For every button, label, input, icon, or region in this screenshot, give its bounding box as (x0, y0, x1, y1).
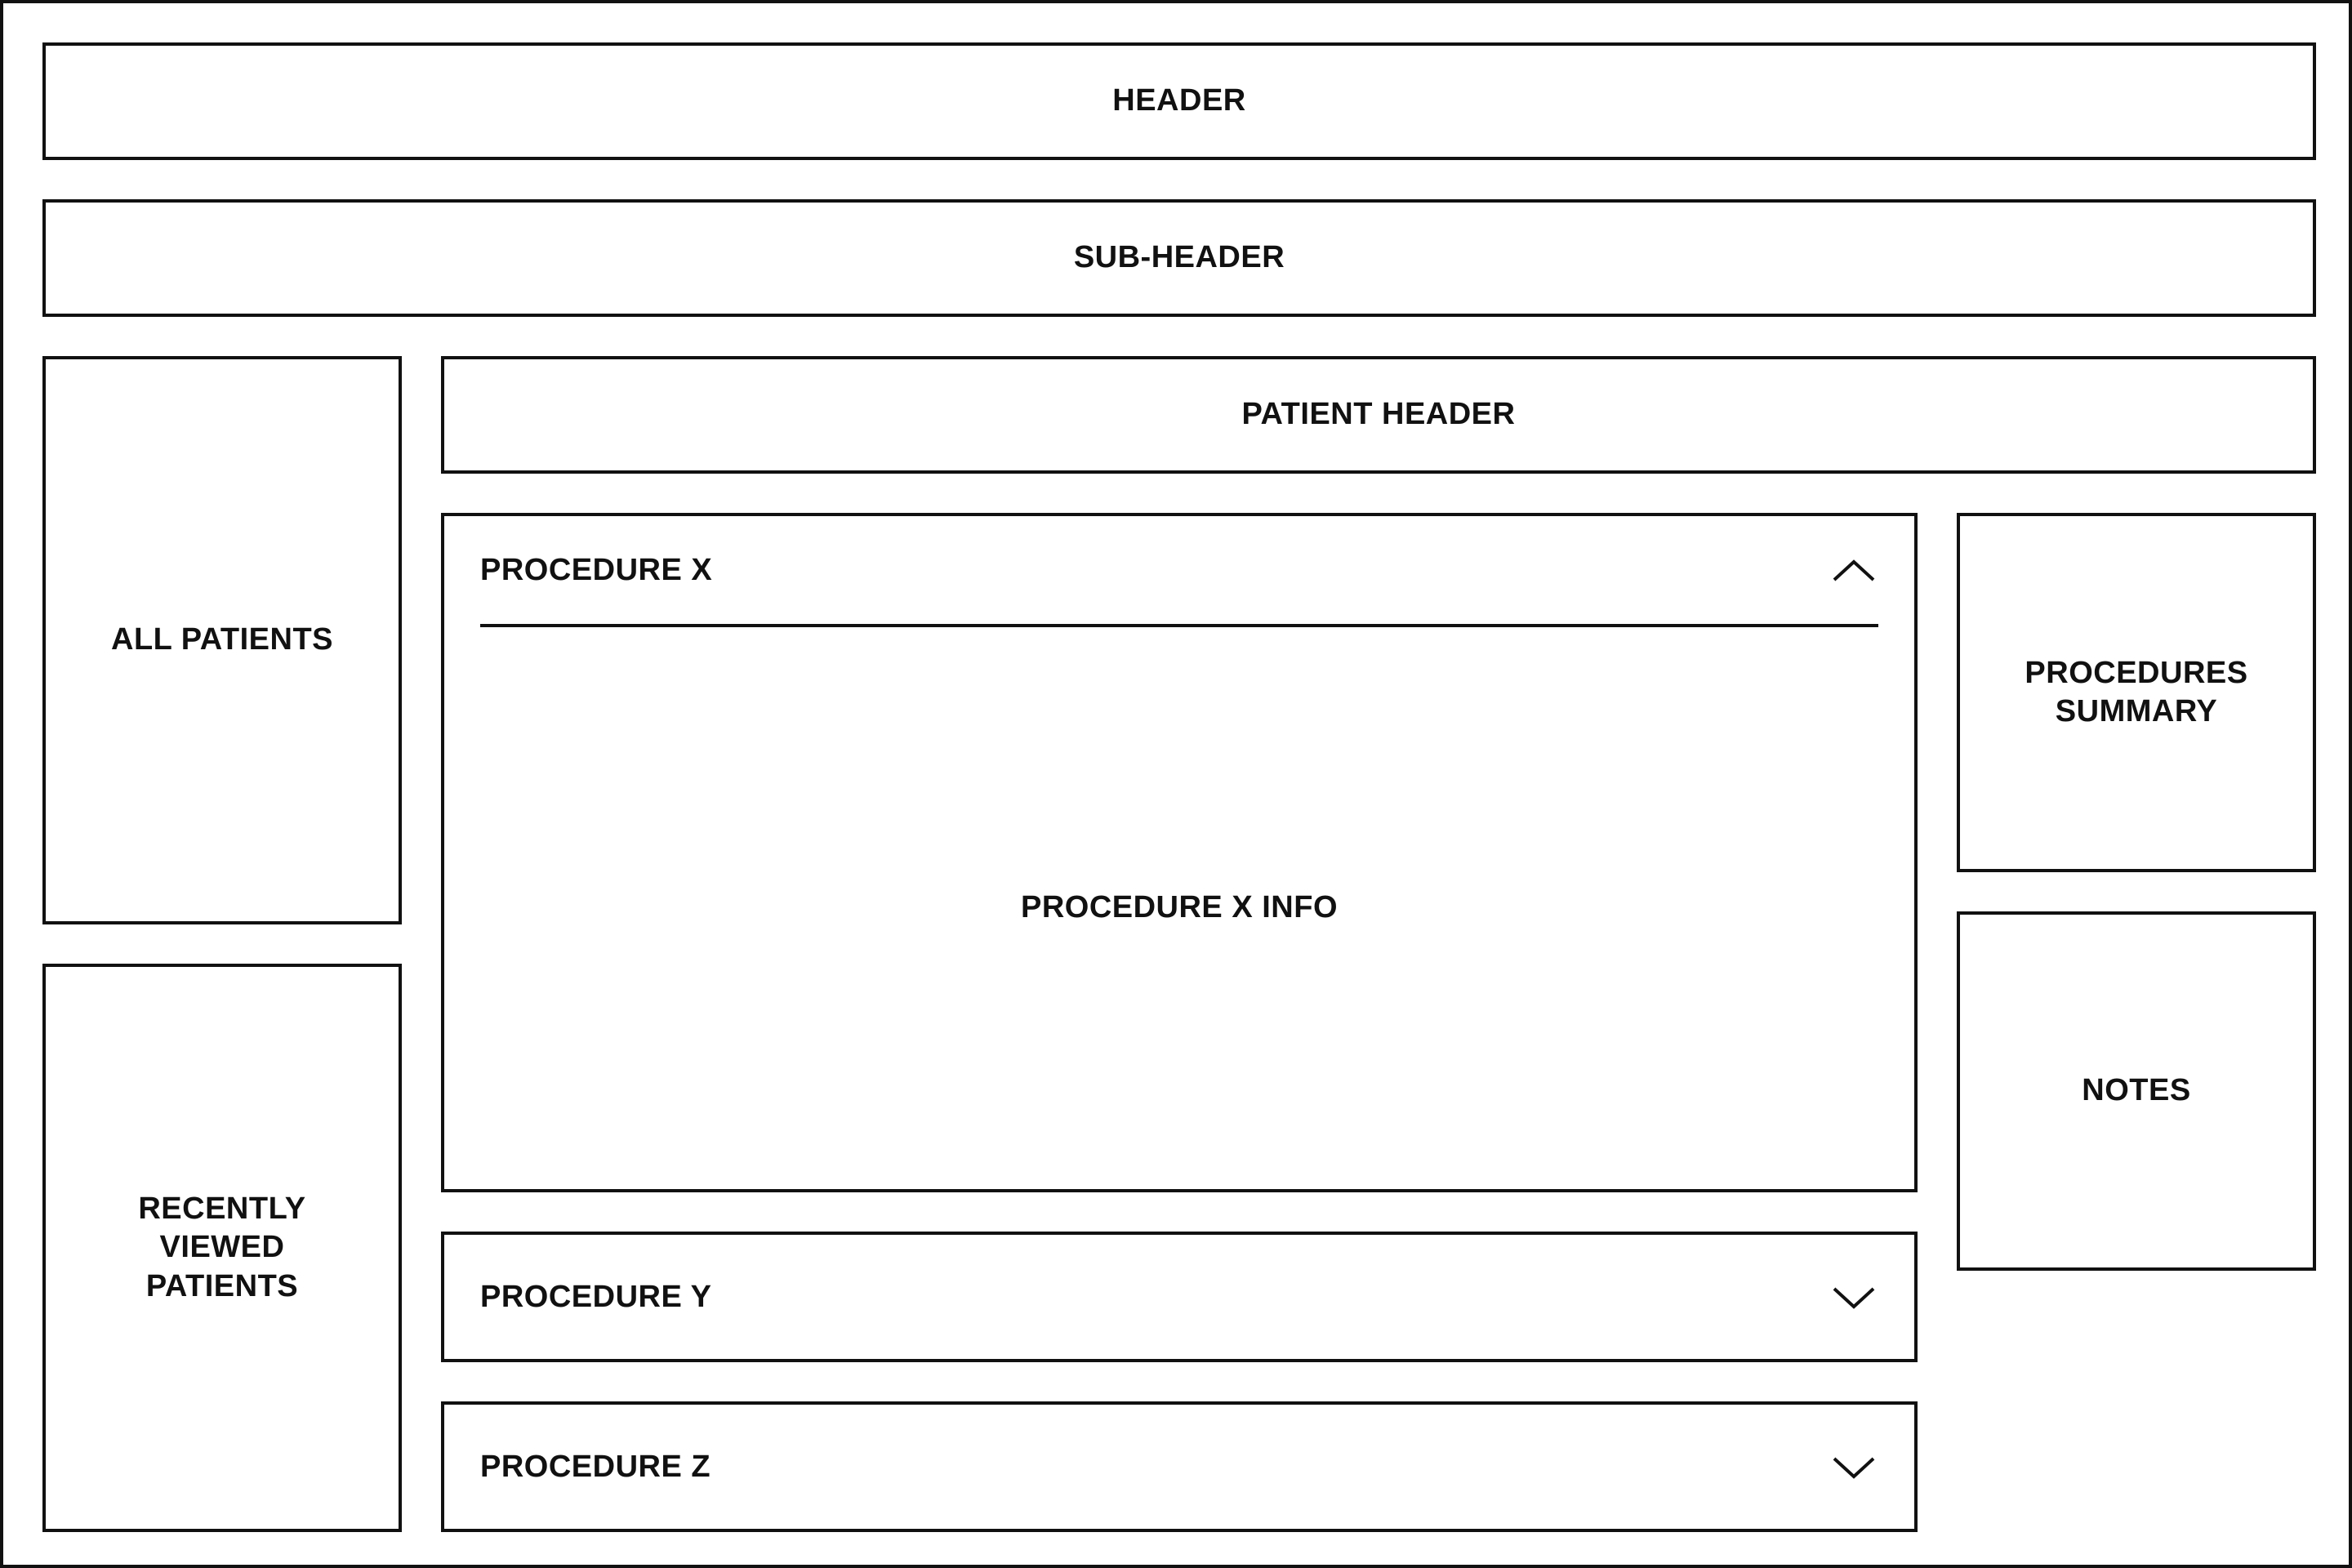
procedure-x-title: PROCEDURE X (480, 552, 713, 587)
notes-label: NOTES (2082, 1073, 2191, 1108)
sub-header-label: SUB-HEADER (1073, 240, 1285, 275)
procedure-z-accordion[interactable] (441, 1401, 1918, 1532)
header-label: HEADER (1112, 83, 1246, 118)
sub-header (42, 199, 2316, 317)
procedures-summary-panel (1957, 513, 2316, 872)
patient-header-label: PATIENT HEADER (1241, 397, 1516, 432)
procedure-y-accordion[interactable] (441, 1232, 1918, 1362)
header (42, 42, 2316, 160)
recently-viewed-patients-panel[interactable] (42, 964, 402, 1532)
procedure-x-accordion-header[interactable] (480, 516, 1878, 627)
notes-panel[interactable] (1957, 911, 2316, 1271)
procedure-y-title: PROCEDURE Y (480, 1279, 712, 1314)
procedures-summary-label: PROCEDURES SUMMARY (2025, 655, 2248, 728)
all-patients-label: ALL PATIENTS (111, 622, 333, 657)
procedure-x-accordion (441, 513, 1918, 1192)
all-patients-panel[interactable] (42, 356, 402, 924)
chevron-up-icon[interactable] (1829, 554, 1878, 586)
chevron-down-icon[interactable] (1829, 1450, 1878, 1483)
recently-viewed-patients-label: RECENTLY VIEWED PATIENTS (138, 1191, 306, 1303)
procedure-z-title: PROCEDURE Z (480, 1449, 711, 1484)
procedure-x-info-label: PROCEDURE X INFO (1020, 890, 1339, 925)
chevron-down-icon[interactable] (1829, 1281, 1878, 1313)
patient-header (441, 356, 2316, 474)
procedure-x-info-area (444, 627, 1914, 1189)
